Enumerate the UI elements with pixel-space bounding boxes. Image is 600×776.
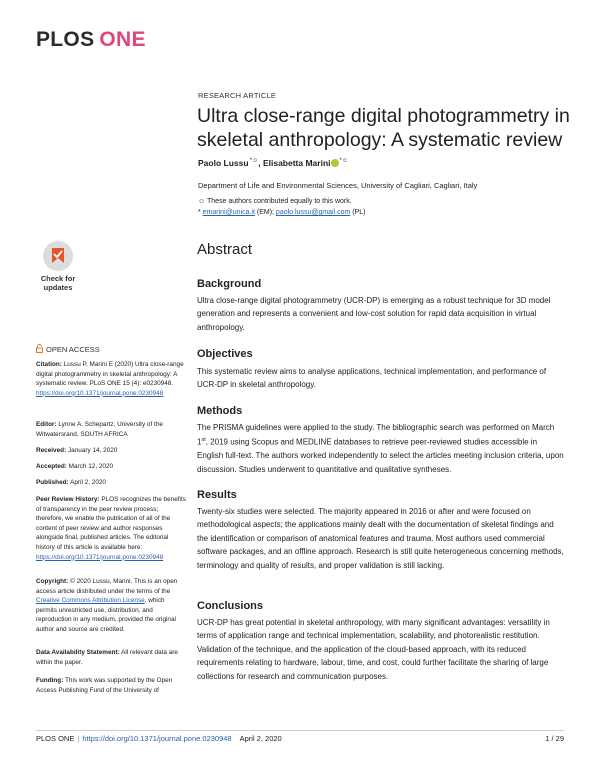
email-link-1[interactable]: emarini@unica.it xyxy=(202,209,255,216)
data-availability-text: All relevant data are within the paper. xyxy=(36,649,178,666)
affiliation: Department of Life and Environmental Sciences, University of Cagliari, Cagliari, Italy xyxy=(198,181,478,190)
contribution-note: ☺ These authors contributed equally to this work. xyxy=(198,198,352,205)
data-availability-block xyxy=(36,648,186,667)
email-suffix-1: (EM); xyxy=(254,209,276,216)
peer-review-block xyxy=(36,495,186,562)
author-list xyxy=(198,158,348,168)
published-block xyxy=(36,478,186,488)
editor-text: Lynne A. Schepartz, University of the Witwatersrand, SOUTH AFRICA xyxy=(36,421,163,438)
footer-divider xyxy=(36,730,564,731)
logo-plos: PLOS xyxy=(36,28,95,51)
peer-review-label: Peer Review History: xyxy=(36,496,100,503)
open-access-text: OPEN ACCESS xyxy=(46,345,100,354)
author-separator: , xyxy=(258,158,263,168)
page-number: 1 / 29 xyxy=(545,734,564,743)
footer-date: April 2, 2020 xyxy=(239,734,282,743)
copyright-block xyxy=(36,577,186,635)
footer-separator: | xyxy=(77,734,80,743)
footer-journal: PLOS ONE xyxy=(36,734,75,743)
license-link[interactable]: Creative Commons Attribution License xyxy=(36,597,145,605)
funding-block xyxy=(36,676,186,695)
badge-line-1: Check for xyxy=(40,274,76,283)
methods-text-1: The PRISMA guidelines were applied to the study. The bibliographic search was performed on March 1 xyxy=(197,423,555,448)
citation-text: Lussu P, Marini E (2020) Ultra close-range digital photogrammetry in skeletal anthropology: A systematic review. PLoS ONE 15 (4): e0230948. xyxy=(36,361,184,388)
copyright-label: Copyright: xyxy=(36,578,69,585)
conclusions-paragraph: UCR-DP has great potential in skeletal anthropology, with many significant advantages: versatility in terms of application range and technical implementation, scalability, and photorealistic restitution. Validation of the technique, and the application of the cloud-based approach, with its reduced requirements relating to hardware, labour, time, and cost, could further facilitate the sharing of large collections for research and communication purposes. xyxy=(197,618,550,681)
citation-doi-link[interactable]: https://doi.org/10.1371/journal.pone.0230948 xyxy=(36,389,164,397)
email-suffix-2: (PL) xyxy=(350,209,366,216)
published-text: April 2, 2020 xyxy=(68,479,106,486)
orcid-icon[interactable] xyxy=(331,159,339,167)
check-for-updates-badge[interactable] xyxy=(36,241,80,295)
open-access-label xyxy=(36,344,100,354)
email-line xyxy=(198,209,366,216)
accepted-block xyxy=(36,462,186,472)
bookmark-check-icon xyxy=(49,247,67,265)
copyright-text-2: , which permits unrestricted use, distribution, and reproduction in any medium, provided the original author and source are credited. xyxy=(36,597,176,633)
page-footer xyxy=(36,734,282,743)
article-title: Ultra close-range digital photogrammetry in skeletal anthropology: A systematic review xyxy=(197,105,570,151)
published-label: Published: xyxy=(36,479,69,486)
accepted-text: March 12, 2020 xyxy=(66,463,114,470)
received-text: January 14, 2020 xyxy=(66,447,118,454)
data-availability-label: Data Availability Statement: xyxy=(36,649,120,656)
citation-block xyxy=(36,360,186,398)
received-block xyxy=(36,446,186,456)
journal-logo[interactable] xyxy=(36,28,146,52)
methods-superscript: st xyxy=(201,437,206,444)
methods-heading: Methods xyxy=(197,405,243,417)
author-1-marks: *☺ xyxy=(248,158,259,165)
accepted-label: Accepted: xyxy=(36,463,67,470)
funding-text: This work was supported by the Open Access Publishing Fund of the University of xyxy=(36,677,173,694)
author-2-marks: *☺ xyxy=(339,158,348,165)
open-lock-icon xyxy=(36,344,43,353)
methods-text-2: , 2019 using Scopus and MEDLINE databases to retrieve peer-reviewed studies accessible in English full-text. The authors worked independently to select the articles meeting inclusion criteria, upon discussion. Studies underwent to quantitative and qualitative syntheses. xyxy=(197,438,564,474)
conclusions-heading: Conclusions xyxy=(197,600,264,612)
peer-review-link[interactable]: https://doi.org/10.1371/journal.pone.0230948 xyxy=(36,553,164,561)
methods-paragraph xyxy=(197,421,565,476)
editor-label: Editor: xyxy=(36,421,57,428)
email-prefix: * xyxy=(198,209,203,216)
objectives-paragraph: This systematic review aims to analyse applications, technical implementation, and performance of UCR-DP in skeletal anthropology. xyxy=(197,367,547,390)
footer-doi-link[interactable]: https://doi.org/10.1371/journal.pone.0230948 xyxy=(82,734,232,743)
article-type: RESEARCH ARTICLE xyxy=(198,91,277,100)
badge-line-2: updates xyxy=(43,283,73,292)
peer-review-text: PLOS recognizes the benefits of transparency in the peer review process; therefore, we enable the publication of all of the content of peer review and author responses alongside final, published articles. The editorial history of this article is available here: xyxy=(36,496,186,551)
badge-label xyxy=(36,274,80,292)
funding-label: Funding: xyxy=(36,677,64,684)
received-label: Received: xyxy=(36,447,67,454)
author-1-name[interactable]: Paolo Lussu xyxy=(198,158,249,168)
background-heading: Background xyxy=(197,278,262,290)
results-paragraph: Twenty-six studies were selected. The majority appeared in 2016 or after and were focused on methodological aspects; the applications mainly dealt with the documentation of skeletal findings and the identification or comparison of anatomical features and trauma. Most authors used commercial software packages, and an offline approach. Research is still quite heterogeneous concerning methods, terminology and quality of results, and proper validation is still lacking. xyxy=(197,507,564,570)
copyright-text: © 2020 Lussu, Marini. This is an open access article distributed under the terms of the xyxy=(36,578,178,595)
results-heading: Results xyxy=(197,489,237,501)
author-2-name[interactable]: Elisabetta Marini xyxy=(262,158,331,168)
objectives-heading: Objectives xyxy=(197,348,253,360)
email-link-2[interactable]: paolo.lussu@gmail.com xyxy=(275,209,351,216)
logo-one: ONE xyxy=(99,28,146,51)
abstract-heading: Abstract xyxy=(197,241,253,258)
citation-label: Citation: xyxy=(36,361,62,368)
editor-block xyxy=(36,420,186,439)
background-paragraph: Ultra close-range digital photogrammetry (UCR-DP) is emerging as a robust technique for 3D model generation and represents a convenient and low-cost solution for rapid data acquisition in virtual anthropology. xyxy=(197,296,551,332)
